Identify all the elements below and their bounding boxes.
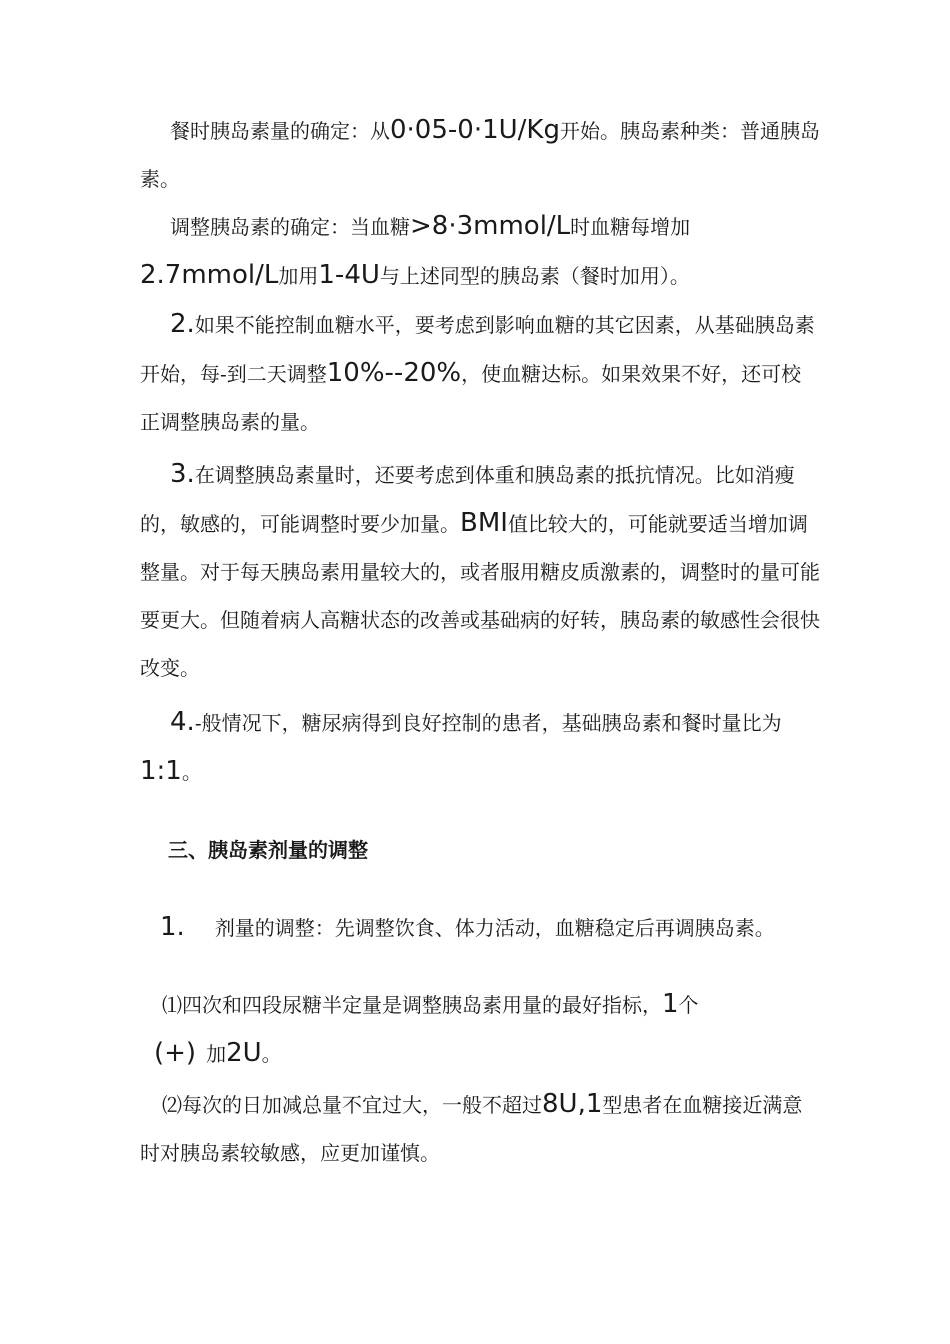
- item-number: 3.: [170, 459, 195, 489]
- paragraph-item-2: 2.如果不能控制血糖水平，要考虑到影响血糖的其它因素，从基础胰岛素开始，每-到二天调整10%--20%，使血糖达标。如果效果不好，还可校正调整胰岛素的量。: [140, 309, 815, 434]
- item-number: 4.: [170, 707, 195, 737]
- item-number: 2.: [170, 309, 195, 339]
- section-heading: 三、胰岛素剂量的调整: [168, 838, 368, 862]
- paragraph-item-3: 3.在调整胰岛素量时，还要考虑到体重和胰岛素的抵抗情况。比如消瘦的，敏感的，可能调整时要少加量。BMI值比较大的，可能就要适当增加调整量。对于每天胰岛素用量较大的，或者服用糖皮质激素的，调整时的量可能要更大。但随着病人高糖状态的改善或基础病的好转，胰岛素的敏感性会很快改变。: [140, 459, 820, 680]
- item-number: 1.: [160, 912, 185, 942]
- paragraph-meal-insulin: 餐时胰岛素量的确定：从0·05-0·1U/Kg开始。胰岛素种类：普通胰岛素。: [140, 115, 820, 191]
- list-item-dose-adjust: 1. 剂量的调整：先调整饮食、体力活动，血糖稳定后再调胰岛素。: [160, 912, 775, 942]
- paragraph-adjust-insulin: 调整胰岛素的确定：当血糖>8·3mmol/L时血糖每增加2.7mmol/L加用1-4U与上述同型的胰岛素（餐时加用）。: [140, 211, 691, 290]
- list-item-urine-sugar: ⑴四次和四段尿糖半定量是调整胰岛素用量的最好指标，1个 (+) 加2U。: [154, 989, 699, 1068]
- paragraph-item-4: 4.-般情况下，糖尿病得到良好控制的患者，基础胰岛素和餐时量比为1:1。: [140, 707, 782, 786]
- list-item-daily-total: ⑵每次的日加减总量不宜过大，一般不超过8U,1型患者在血糖接近满意时对胰岛素较敏感，应更加谨慎。: [140, 1089, 803, 1165]
